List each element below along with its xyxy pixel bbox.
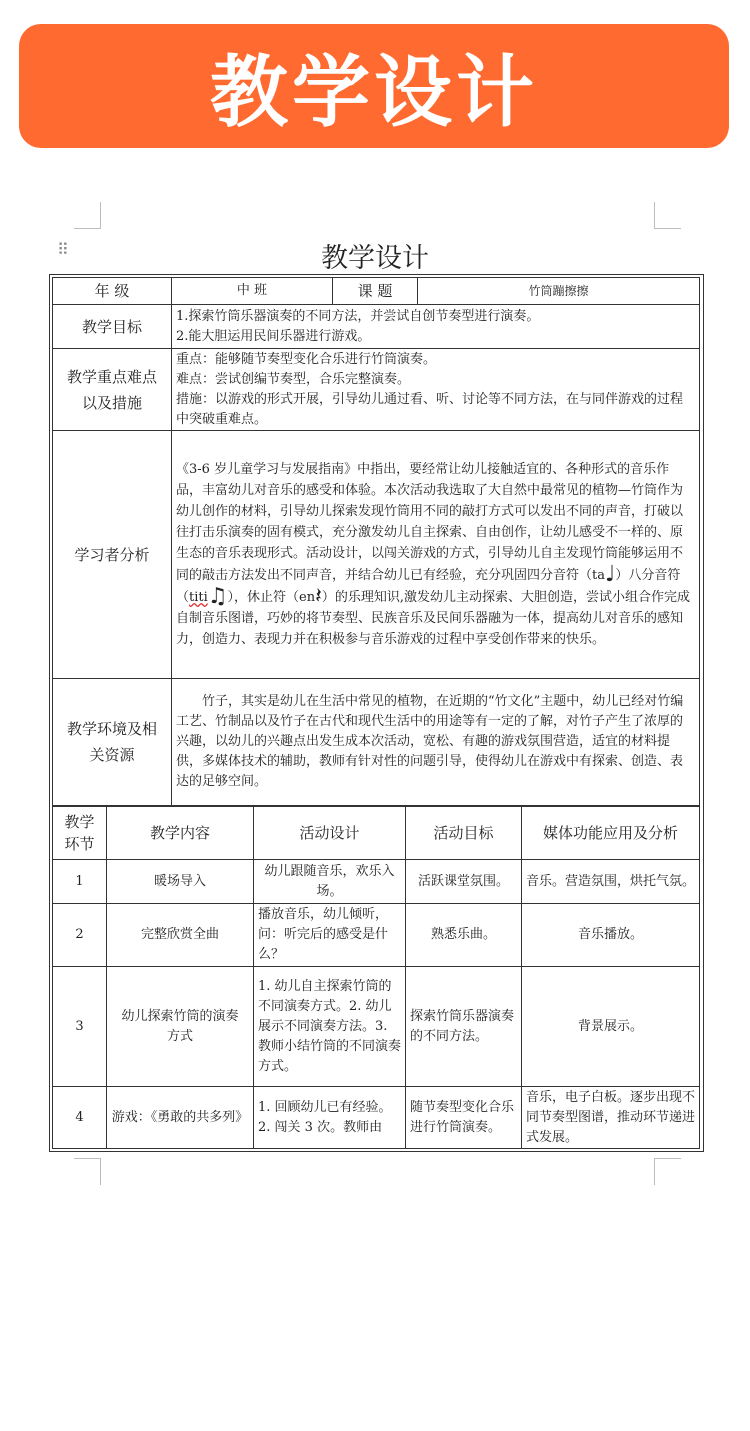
environment-label-line-2: 关资源 — [89, 746, 135, 764]
learner-seg-3: ），休止符（en — [227, 590, 316, 605]
learner-seg-2: ）八分音符（ — [176, 568, 681, 605]
learner-paragraph-1: 《3-6 岁儿童学习与发展指南》中指出，要经常让幼儿接触适宜的、各种形式的音乐作品，丰富幼儿对音乐的感受和体验。本次活动我选取了大自然中最常见的植物—竹筒作为幼儿创作的材料，引导幼儿探索发现竹筒用不同的敲打方式可以发出不同的声音，打破以往打击乐演奏的固有模式，充分激发幼儿自主探索、自由创作，让幼儿感受不一样的、原生态的音乐表现形式。活动设计，以闯关游戏的方式，引导幼儿自主发现竹筒能够运用不同的敲击方法发出不同声音，并结合幼儿已有经验，充分巩固四分音 — [176, 462, 684, 583]
table-row — [53, 967, 700, 1087]
keypoints-line-1: 重点：能够随节奏型变化合乐进行竹筒演奏。 — [176, 351, 437, 367]
crop-mark-bottom-right — [654, 1158, 681, 1185]
learner-content — [172, 431, 700, 679]
step-number: 3 — [53, 967, 107, 1087]
step-design: 播放音乐，幼儿倾听，问：听完后的感受是什么？ — [254, 904, 406, 967]
environment-label-line-1: 教学环境及相 — [66, 720, 157, 738]
goal-header: 活动目标 — [406, 807, 522, 860]
goals-line-2: 2.能大胆运用民间乐器进行游戏。 — [176, 328, 371, 344]
environment-row — [53, 679, 700, 806]
crop-mark-bottom-left — [74, 1158, 101, 1185]
keypoints-row — [53, 349, 700, 431]
step-header-line-2: 环节 — [64, 835, 95, 853]
step-header-line-1: 教学 — [64, 813, 95, 831]
keypoints-label-line-1: 教学重点难点 — [66, 367, 157, 386]
table-row — [53, 904, 700, 967]
titi-word: titi — [189, 590, 208, 605]
step-content: 幼儿探索竹筒的演奏方式 — [107, 967, 254, 1087]
step-number: 2 — [53, 904, 107, 967]
goals-line-1: 1.探索竹筒乐器演奏的不同方法，并尝试自创节奏型进行演奏。 — [176, 308, 540, 324]
goals-label: 教学目标 — [53, 305, 172, 349]
step-header — [53, 807, 107, 860]
info-table — [52, 277, 700, 806]
drag-handle-icon[interactable]: ⠿ — [57, 240, 69, 259]
keypoints-content — [172, 349, 700, 431]
topic-value: 竹筒蹦擦擦 — [418, 278, 700, 305]
learner-seg-1: 符（ta — [566, 568, 605, 583]
header-banner — [19, 24, 729, 148]
process-table — [52, 806, 700, 1149]
learner-seg-4: ）的乐理知识,激发幼儿主动探索、大胆创造，尝试小组合作完成自制音乐图谱，巧妙的将节奏型、民族音乐及民间乐器融为一体，提高幼儿对音乐的感知力，创造力、表现力并在积极参与音乐游戏的过程中享受创作带来的快乐。 — [176, 590, 690, 647]
grade-label: 年 级 — [53, 278, 172, 305]
step-media: 音乐，电子白板。逐步出现不同节奏型图谱，推动环节递进式发展。 — [522, 1087, 700, 1149]
environment-label — [53, 679, 172, 806]
step-number: 1 — [53, 860, 107, 904]
learner-label: 学习者分析 — [53, 431, 172, 679]
content-header: 教学内容 — [107, 807, 254, 860]
goals-content — [172, 305, 700, 349]
step-media: 背景展示。 — [522, 967, 700, 1087]
keypoints-line-2: 难点：尝试创编节奏型，合乐完整演奏。 — [176, 371, 411, 387]
step-media: 音乐。营造氛围，烘托气氛。 — [522, 860, 700, 904]
step-content: 完整欣赏全曲 — [107, 904, 254, 967]
step-goal: 活跃课堂氛围。 — [406, 860, 522, 904]
keypoints-label — [53, 349, 172, 431]
keypoints-line-3: 措施：以游戏的形式开展，引导幼儿通过看、听、讨论等不同方法，在与同伴游戏的过程中突破重难点。 — [176, 391, 684, 427]
crop-mark-top-right — [654, 202, 681, 229]
learner-row — [53, 431, 700, 679]
table-row — [53, 1087, 700, 1149]
step-goal: 随节奏型变化合乐进行竹筒演奏。 — [406, 1087, 522, 1149]
design-header: 活动设计 — [254, 807, 406, 860]
keypoints-label-line-2: 以及措施 — [81, 393, 142, 412]
table-row — [53, 860, 700, 904]
goals-row — [53, 305, 700, 349]
step-number: 4 — [53, 1087, 107, 1149]
grade-value: 中 班 — [172, 278, 333, 305]
step-content: 游戏：《勇敢的共多列》 — [107, 1087, 254, 1149]
step-design: 1. 幼儿自主探索竹筒的不同演奏方式。2. 幼儿展示不同演奏方法。3. 教师小结竹筒的不同演奏方式。 — [254, 967, 406, 1087]
media-header: 媒体功能应用及分析 — [522, 807, 700, 860]
quarter-note-icon: ♩ — [605, 562, 616, 587]
grade-topic-row — [53, 278, 700, 305]
eighth-notes-icon: ♫ — [207, 584, 228, 609]
crop-mark-top-left — [74, 202, 101, 229]
step-goal: 熟悉乐曲。 — [406, 904, 522, 967]
step-goal: 探索竹筒乐器演奏的不同方法。 — [406, 967, 522, 1087]
banner-title: 教学设计 — [209, 48, 538, 138]
topic-label: 课 题 — [333, 278, 418, 305]
rest-symbol-icon: 𝄽 — [315, 584, 322, 609]
document-title: 教学设计 — [321, 243, 429, 274]
step-design: 1. 回顾幼儿已有经验。2. 闯关 3 次。教师由 — [254, 1087, 406, 1149]
step-design: 幼儿跟随音乐，欢乐入场。 — [254, 860, 406, 904]
step-content: 暖场导入 — [107, 860, 254, 904]
environment-content: 竹子，其实是幼儿在生活中常见的植物，在近期的“竹文化”主题中，幼儿已经对竹编工艺、竹制品以及竹子在古代和现代生活中的用途等有一定的了解，对竹子产生了浓厚的兴趣，以幼儿的兴趣点出发生成本次活动，宽松、有趣的游戏氛围营造，适宜的材料提供，多媒体技术的辅助，教师有针对性的问题引导，使得幼儿在游戏中有探索、创造、表达的足够空间。 — [172, 679, 700, 806]
process-header-row — [53, 807, 700, 860]
step-media: 音乐播放。 — [522, 904, 700, 967]
